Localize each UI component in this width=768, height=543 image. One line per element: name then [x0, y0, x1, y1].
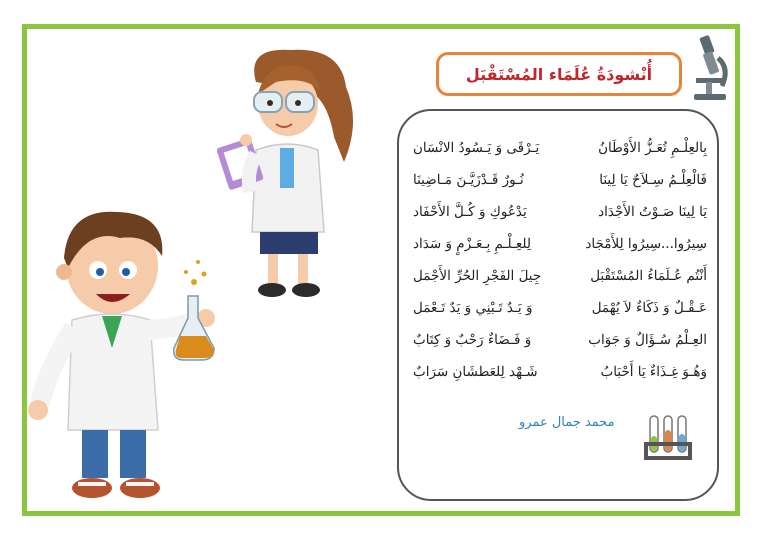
poem-hemistich-left: يَـرْقَى وَ يَـسُودُ الانْسَان	[413, 140, 540, 156]
poem-line	[399, 204, 721, 232]
poem-line	[399, 364, 721, 392]
poem-title: أُنْشودَةُ عُلَمَاء المُسْتَقْبَل	[465, 64, 653, 84]
poem-hemistich-left: جِيلَ الفَجْرِ الحُرِّ الأَجْمَل	[413, 268, 542, 284]
title-banner	[436, 52, 682, 96]
test-tubes-icon	[640, 412, 696, 464]
poem-hemistich-left: وَ يَـدٌ تَـبْنِي وَ يَدٌ تَـعْمَل	[413, 300, 533, 316]
poem-hemistich-right: أَنْتُم عُـلَمَاءُ المُسْتَقْبَل	[590, 268, 707, 284]
poem-hemistich-left: لِلعِـلْـمِ بِـعَـزْمٍ وَ سَدَاد	[413, 236, 531, 252]
poem-line	[399, 300, 721, 328]
poem-line	[399, 236, 721, 264]
poem-line	[399, 332, 721, 360]
poem-hemistich-right: عَـقْـلٌ وَ ذَكَاءٌ لاَ يُهْمَل	[591, 300, 707, 316]
poem-hemistich-left: شَـهْد لِلعَطشَانِ سَرَابٌ	[413, 364, 538, 380]
poem-hemistich-right: وَهُـوَ غِـذَاءٌ يَا أَحْبَابُ	[600, 364, 707, 380]
poem-hemistich-right: فَالْعِلْـمُ سِـلاَحٌ يَا لِينَا	[599, 172, 707, 188]
poem-hemistich-right: يَا لِينَا صَـوْتُ الأَجْدَاد	[598, 204, 707, 220]
microscope-icon	[688, 34, 732, 102]
poem-hemistich-right: العِـلْمُ سُـؤَالٌ وَ جَوَاب	[588, 332, 707, 348]
boy-scientist-illustration	[28, 198, 224, 508]
poem-line	[399, 172, 721, 200]
poem-hemistich-right: سِيرُوا...سِيرُوا لِلأَمْجَاد	[585, 236, 707, 252]
poem-hemistich-right: بِالعِلْـمِ تُعَـزُّ الأَوْطَانُ	[598, 140, 707, 156]
poem-line	[399, 140, 721, 168]
girl-scientist-illustration	[216, 42, 366, 304]
poem-hemistich-left: يَدْعُوكِ وَ كُـلَّ الأَحْفَاد	[413, 204, 527, 220]
poem-hemistich-left: نُـورٌ قَـدْزَيَّـنَ مَـاضِينَا	[413, 172, 524, 188]
author-name: محمد جمال عمرو	[519, 415, 615, 430]
poem-line	[399, 268, 721, 296]
poem-hemistich-left: وَ فَـضَاءٌ رَحْبٌ وَ كِتَابٌ	[413, 332, 532, 348]
